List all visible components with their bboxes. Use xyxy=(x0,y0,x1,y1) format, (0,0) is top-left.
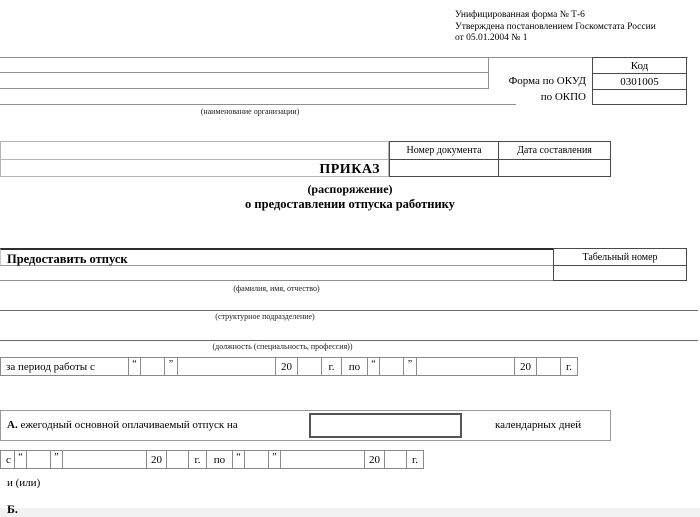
quote-open-mark: “ xyxy=(233,451,245,468)
position-caption: (должность (специальность, профессия)) xyxy=(212,342,353,351)
grant-leave-label: Предоставить отпуск xyxy=(7,252,128,266)
order-subject: о предоставлении отпуска работнику xyxy=(245,197,455,211)
order-title: ПРИКАЗ xyxy=(319,162,380,177)
blank-row[interactable] xyxy=(1,142,388,160)
year-suffix-label: г. xyxy=(565,360,573,373)
leave-to-month-box[interactable] xyxy=(281,451,365,468)
employee-name-field[interactable] xyxy=(0,266,553,281)
annual-leave-section xyxy=(0,410,611,441)
leave-to-day-box[interactable] xyxy=(245,451,269,468)
section-b-letter: Б. xyxy=(7,502,18,516)
personnel-number-field[interactable] xyxy=(554,266,686,280)
work-period-row xyxy=(0,357,578,376)
fio-caption: (фамилия, имя, отчество) xyxy=(233,284,320,293)
work-period-label: за период работы с xyxy=(1,358,129,375)
form-approval-note xyxy=(455,10,697,45)
leave-from-day-box[interactable] xyxy=(27,451,51,468)
leave-period-row xyxy=(0,450,424,469)
note-line: Утверждена постановлением Госкомстата России xyxy=(455,21,656,32)
note-line: Унифицированная форма № Т-6 xyxy=(455,10,585,20)
leave-to-year-box[interactable] xyxy=(385,451,407,468)
work-from-day-box[interactable] xyxy=(141,358,165,375)
personnel-number-header: Табельный номер xyxy=(554,249,686,266)
leave-from-month-box[interactable] xyxy=(63,451,147,468)
year-prefix-label: 20 xyxy=(147,451,167,468)
organization-name-field-2[interactable] xyxy=(0,74,488,89)
department-fill-line[interactable] xyxy=(0,310,698,311)
okud-code-value: 0301005 xyxy=(593,74,686,90)
leave-from-year-box[interactable] xyxy=(167,451,189,468)
year-prefix-label: 20 xyxy=(276,358,298,375)
days-count-field[interactable] xyxy=(309,413,462,438)
note-line: от 05.01.2004 № 1 xyxy=(455,33,528,43)
work-to-year-box[interactable] xyxy=(537,358,561,375)
calendar-days-label: календарных дней xyxy=(495,419,582,431)
doc-number-header: Номер документа xyxy=(390,142,499,159)
and-or-label: и (или) xyxy=(7,477,41,489)
quote-open-mark: “ xyxy=(129,358,141,375)
organization-name-field[interactable] xyxy=(0,58,488,73)
grant-leave-row xyxy=(0,248,553,266)
section-a-letter: А. xyxy=(7,419,18,431)
document-meta-table xyxy=(389,141,611,177)
okpo-code-field[interactable] xyxy=(593,90,686,104)
doc-number-field[interactable] xyxy=(390,160,499,176)
doc-date-field[interactable] xyxy=(499,160,610,176)
doc-date-header: Дата составления xyxy=(517,145,592,156)
section-a-text: ежегодный основной оплачиваемый отпуск на xyxy=(20,419,238,431)
quote-close-mark: ” xyxy=(51,451,63,468)
work-from-year-box[interactable] xyxy=(298,358,322,375)
year-suffix-label: г. xyxy=(189,451,207,468)
po-label: по xyxy=(207,451,233,468)
quote-close-mark: ” xyxy=(165,358,178,375)
code-box xyxy=(592,57,687,105)
leave-period-label: с xyxy=(1,451,15,468)
order-subtitle: (распоряжение) xyxy=(307,182,393,196)
quote-close-mark: ” xyxy=(269,451,281,468)
year-suffix-label: г. xyxy=(411,453,419,466)
organization-caption: (наименование организации) xyxy=(200,107,300,116)
year-suffix-label: г. xyxy=(322,358,342,375)
po-label: по xyxy=(342,358,368,375)
year-prefix-label: 20 xyxy=(365,451,385,468)
department-caption: (структурное подразделение) xyxy=(215,312,315,321)
work-to-month-box[interactable] xyxy=(417,358,515,375)
work-to-day-box[interactable] xyxy=(380,358,404,375)
quote-close-mark: ” xyxy=(404,358,417,375)
okpo-row-field[interactable] xyxy=(0,90,516,105)
okud-label: Форма по ОКУД xyxy=(508,75,586,87)
work-from-month-box[interactable] xyxy=(178,358,276,375)
order-header-strip xyxy=(0,141,389,177)
code-header: Код xyxy=(593,58,686,74)
position-fill-line[interactable] xyxy=(0,340,698,341)
quote-open-mark: “ xyxy=(15,451,27,468)
okpo-label: по ОКПО xyxy=(540,91,586,103)
quote-open-mark: “ xyxy=(368,358,380,375)
year-prefix-label: 20 xyxy=(515,358,537,375)
personnel-number-table xyxy=(553,248,687,281)
